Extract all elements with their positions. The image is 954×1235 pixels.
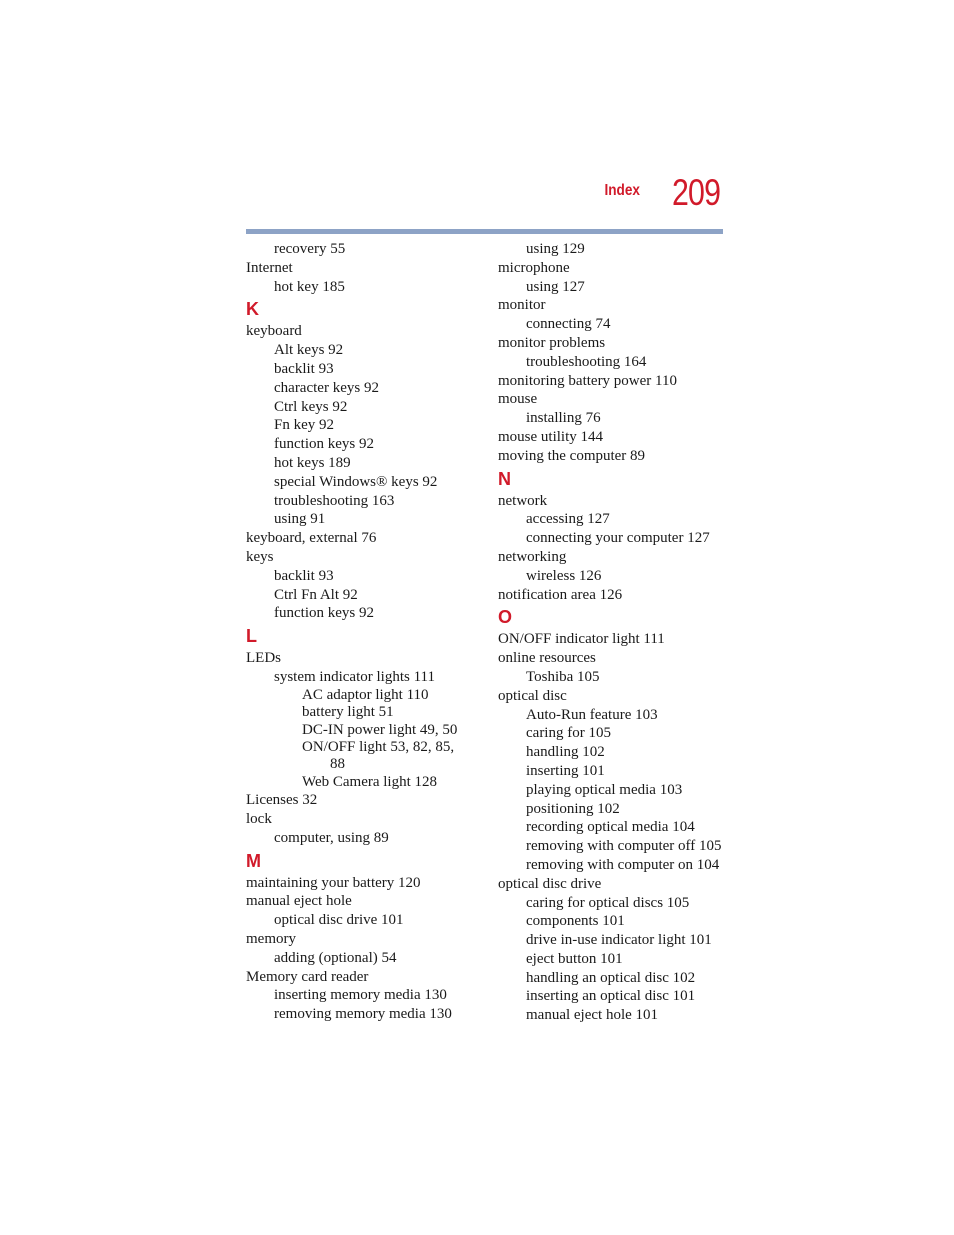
index-entry: moving the computer 89: [498, 447, 646, 464]
index-entry: Memory card reader: [246, 968, 369, 985]
index-subentry: playing optical media 103: [526, 781, 683, 798]
index-subentry: battery light 51: [302, 704, 394, 721]
index-subentry: recording optical media 104: [526, 819, 695, 836]
index-subentry: Fn key 92: [274, 417, 334, 434]
index-subentry: wireless 126: [526, 567, 602, 584]
index-letter-heading: L: [246, 626, 257, 647]
index-subentry: connecting your computer 127: [526, 530, 710, 547]
index-subentry: DC-IN power light 49, 50: [302, 721, 458, 738]
index-subentry: drive in-use indicator light 101: [526, 932, 712, 949]
index-entry: optical disc drive: [498, 875, 602, 892]
index-subentry: Auto-Run feature 103: [526, 706, 658, 723]
index-subentry: removing with computer off 105: [526, 838, 722, 855]
index-subentry: installing 76: [526, 410, 601, 427]
index-subentry: using 91: [274, 511, 326, 528]
index-subentry: hot key 185: [274, 278, 345, 295]
index-entry: Licenses 32: [246, 792, 318, 809]
index-letter-heading: N: [498, 468, 511, 489]
index-entry: online resources: [498, 650, 596, 667]
index-subentry: function keys 92: [274, 436, 374, 453]
index-subentry: manual eject hole 101: [526, 1007, 659, 1024]
index-subentry: optical disc drive 101: [274, 912, 404, 929]
index-subentry: handling 102: [526, 744, 605, 761]
index-subentry: troubleshooting 163: [274, 492, 395, 509]
index-entry: mouse: [498, 391, 538, 408]
index-subentry: inserting an optical disc 101: [526, 988, 696, 1005]
index-entry: optical disc: [498, 687, 567, 704]
index-letter-heading: K: [246, 299, 259, 320]
index-column-left: [246, 240, 486, 1024]
index-subentry: backlit 93: [274, 567, 334, 584]
index-subentry: Ctrl Fn Alt 92: [274, 586, 358, 603]
index-subentry: recovery 55: [274, 241, 346, 257]
index-subentry: caring for 105: [526, 725, 611, 742]
index-subentry: inserting memory media 130: [274, 987, 447, 1004]
index-entry: networking: [498, 548, 567, 565]
index-entry: ON/OFF indicator light 111: [498, 631, 665, 648]
index-subentry: special Windows® keys 92: [274, 473, 438, 490]
index-entry: keys: [246, 548, 274, 565]
index-subentry: positioning 102: [526, 800, 620, 817]
index-subentry: handling an optical disc 102: [526, 969, 696, 986]
index-subentry: Alt keys 92: [274, 342, 344, 359]
index-entry: lock: [246, 810, 272, 827]
index-subentry: eject button 101: [526, 950, 623, 967]
index-subentry: Ctrl keys 92: [274, 398, 348, 415]
index-subentry: AC adaptor light 110: [302, 686, 429, 703]
index-entry: keyboard, external 76: [246, 530, 377, 547]
index-subentry: system indicator lights 111: [274, 668, 435, 685]
index-subentry: ON/OFF light 53, 82, 85,: [302, 738, 455, 755]
index-entry: network: [498, 492, 548, 509]
index-subentry: removing with computer on 104: [526, 856, 720, 873]
index-subentry: troubleshooting 164: [526, 353, 647, 370]
index-subentry: caring for optical discs 105: [526, 894, 690, 911]
index-subentry: character keys 92: [274, 379, 379, 396]
index-entry: monitoring battery power 110: [498, 372, 677, 389]
index-entry: maintaining your battery 120: [246, 874, 421, 891]
index-subentry: function keys 92: [274, 605, 374, 622]
index-entry: monitor problems: [498, 334, 606, 351]
index-entry: microphone: [498, 259, 570, 276]
index-subentry: hot keys 189: [274, 454, 351, 471]
index-subentry: 88: [330, 756, 345, 773]
index-subentry: adding (optional) 54: [274, 949, 397, 966]
index-entry: keyboard: [246, 323, 302, 340]
index-column-right: [498, 240, 730, 1025]
index-subentry: computer, using 89: [274, 829, 389, 846]
index-letter-heading: O: [498, 607, 513, 628]
index-entry: LEDs: [246, 650, 281, 667]
header-rule: [246, 229, 723, 234]
index-entry: memory: [246, 930, 296, 947]
index-subentry: accessing 127: [526, 511, 610, 528]
index-entry: Internet: [246, 259, 293, 276]
index-subentry: Web Camera light 128: [302, 773, 438, 790]
page-number: 209: [672, 172, 721, 213]
index-subentry: inserting 101: [526, 762, 605, 779]
index-entry: manual eject hole: [246, 893, 352, 910]
index-entry: monitor: [498, 297, 546, 314]
index-subentry: connecting 74: [526, 316, 611, 333]
index-subentry: backlit 93: [274, 360, 334, 377]
index-subentry: Toshiba 105: [526, 668, 600, 685]
index-entry: notification area 126: [498, 586, 623, 603]
section-title: Index: [604, 182, 640, 199]
index-subentry: removing memory media 130: [274, 1006, 452, 1023]
index-subentry: using 127: [526, 278, 585, 295]
index-subentry: components 101: [526, 913, 625, 930]
index-letter-heading: M: [246, 850, 261, 871]
index-entry: mouse utility 144: [498, 428, 603, 445]
index-subentry: using 129: [526, 241, 585, 257]
